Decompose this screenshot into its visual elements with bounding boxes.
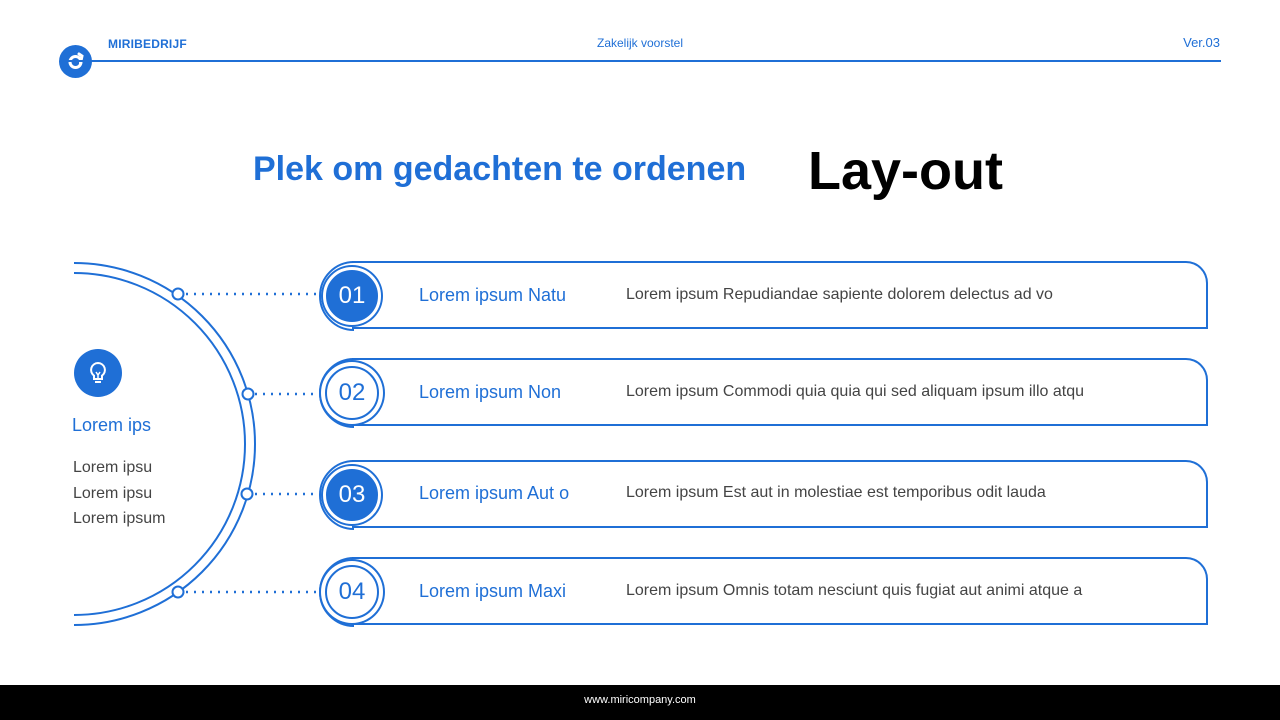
connector-node <box>173 587 184 598</box>
item-description: Lorem ipsum Repudiandae sapiente dolorem delectus ad vo <box>626 286 1053 303</box>
connector-node <box>242 489 253 500</box>
page-title-primary: Plek om gedachten te ordenen <box>253 150 747 188</box>
lightbulb-icon <box>74 349 122 397</box>
connector-node <box>243 389 254 400</box>
step-number-badge: 03 <box>323 466 381 524</box>
item-title: Lorem ipsum Natu <box>419 285 567 305</box>
left-panel-lines <box>73 455 165 532</box>
item-description: Lorem ipsum Commodi quia quia qui sed aliquam ipsum illo atqu <box>626 383 1085 400</box>
item-title: Lorem ipsum Aut o <box>419 483 570 503</box>
left-panel-line: Lorem ipsum <box>73 510 166 527</box>
item-description: Lorem ipsum Omnis totam nesciunt quis fugiat aut animi atque a <box>626 582 1083 599</box>
item-description: Lorem ipsum Est aut in molestiae est temporibus odit lauda <box>626 484 1046 501</box>
page-title-secondary: Lay-out <box>808 141 1003 201</box>
item-title: Lorem ipsum Non <box>419 382 562 402</box>
item-title: Lorem ipsum Maxi <box>419 581 567 601</box>
connector-node <box>173 289 184 300</box>
footer-url: www.miricompany.com <box>584 694 696 706</box>
header-subtitle: Zakelijk voorstel <box>596 36 684 50</box>
version-label: Ver.03 <box>1183 35 1220 50</box>
step-number-badge: 04 <box>325 565 379 619</box>
left-panel-line: Lorem ipsu <box>73 484 153 502</box>
step-number-badge: 02 <box>325 366 379 420</box>
brand-name: MIRIBEDRIJF <box>108 37 187 51</box>
left-panel-heading: Lorem ips <box>72 415 152 435</box>
step-number-badge: 01 <box>323 267 381 325</box>
left-panel-line: Lorem ipsu <box>73 459 153 476</box>
